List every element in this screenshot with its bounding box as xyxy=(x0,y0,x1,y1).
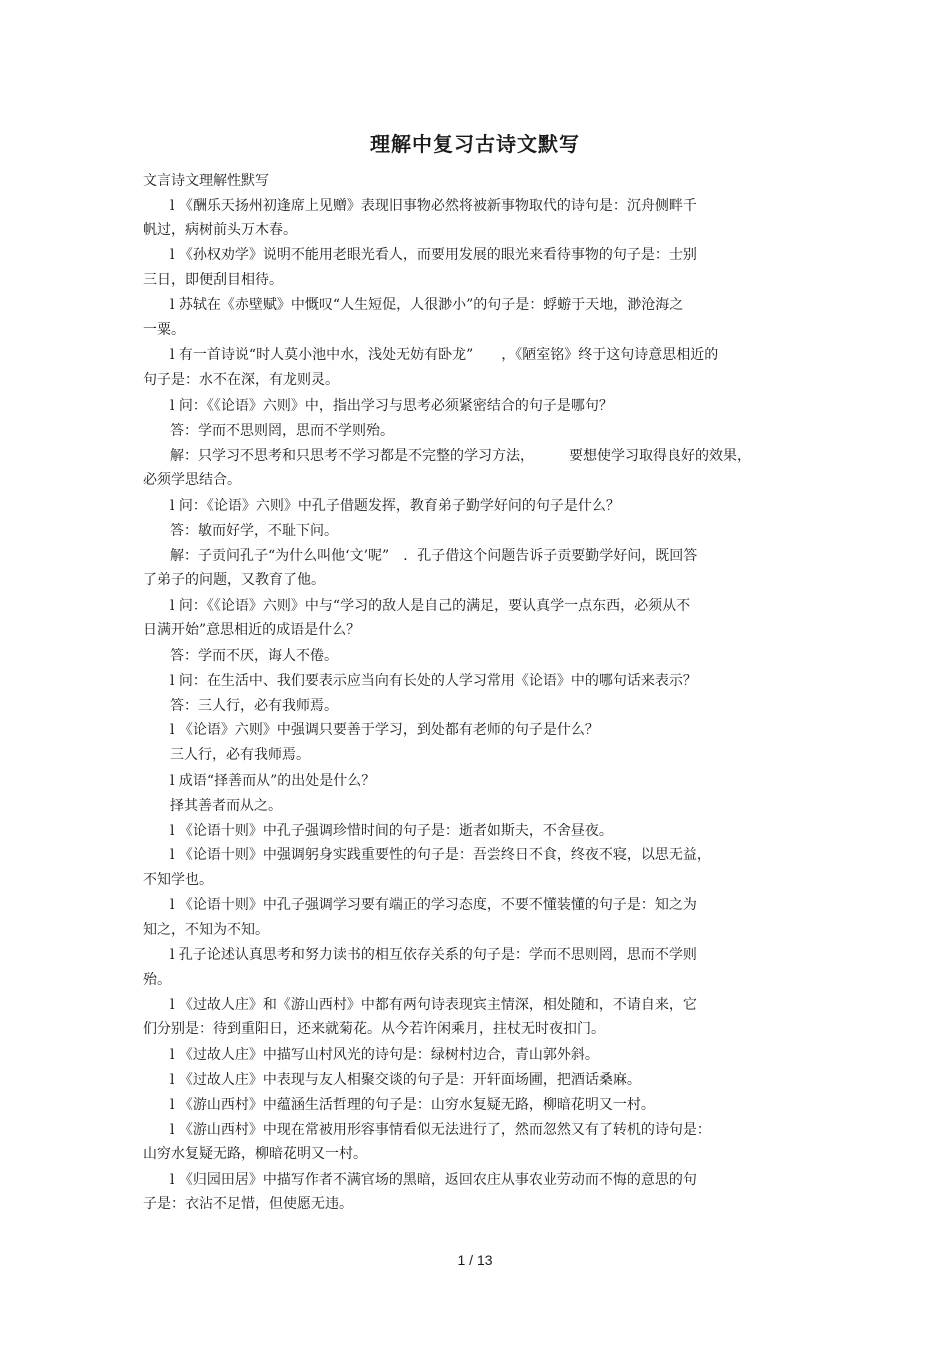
paragraph-line: 解：只学习不思考和只思考不学习都是不完整的学习方法， 要想使学习取得良好的效果， xyxy=(170,448,751,464)
paragraph-continuation: 句子是：水不在深，有龙则灵。 xyxy=(143,372,339,388)
paragraph-line: 解：子贡问孔子“为什么叫他‘文’呢” ．孔子借这个问题告诉子贡要勤学好问，既回答 xyxy=(170,548,698,564)
paragraph-line: l 《论语十则》中孔子强调学习要有端正的学习态度，不要不懂装懂的句子是：知之为 xyxy=(170,897,697,913)
paragraph-line: 三人行，必有我师焉。 xyxy=(170,747,310,763)
paragraph-line: l 《过故人庄》中表现与友人相聚交谈的句子是：开轩面场圃，把酒话桑麻。 xyxy=(170,1072,641,1088)
paragraph-line: 答：三人行，必有我师焉。 xyxy=(170,698,338,714)
paragraph-continuation: 必须学思结合。 xyxy=(143,472,241,488)
paragraph-line: l 《归园田居》中描写作者不满官场的黑暗，返回农庄从事农业劳动而不悔的意思的句 xyxy=(170,1172,697,1188)
paragraph-continuation: 子是：衣沾不足惜，但使愿无违。 xyxy=(143,1196,353,1212)
paragraph-line: l 问：在生活中、我们要表示应当向有长处的人学习常用《论语》中的哪句话来表示？ xyxy=(170,673,697,689)
page-title: 理解中复习古诗文默写 xyxy=(370,132,580,156)
paragraph-line: l 成语“择善而从”的出处是什么？ xyxy=(170,773,376,789)
paragraph-line: l 问：《论语》六则》中孔子借题发挥，教育弟子勤学好问的句子是什么？ xyxy=(170,498,620,514)
paragraph-continuation: 知之，不知为不知。 xyxy=(143,922,269,938)
paragraph-line: l 《游山西村》中蕴涵生活哲理的句子是：山穷水复疑无路，柳暗花明又一村。 xyxy=(170,1097,655,1113)
paragraph-continuation: 不知学也。 xyxy=(143,872,213,888)
section-heading: 文言诗文理解性默写 xyxy=(143,173,269,189)
paragraph-line: l 《过故人庄》和《游山西村》中都有两句诗表现宾主情深，相处随和，不请自来，它 xyxy=(170,997,697,1013)
paragraph-line: l 问：《《论语》六则》中与“学习的敌人是自己的满足，要认真学一点东西，必须从不 xyxy=(170,598,691,614)
paragraph-continuation: 帆过，病树前头万木春。 xyxy=(143,222,297,238)
paragraph-line: l 有一首诗说“时人莫小池中水，浅处无妨有卧龙” ，《陋室铭》终于这句诗意思相近的 xyxy=(170,347,719,363)
paragraph-line: l 《游山西村》中现在常被用形容事情看似无法进行了，然而忽然又有了转机的诗句是： xyxy=(170,1122,711,1138)
paragraph-line: 答：学而不厌，诲人不倦。 xyxy=(170,648,338,664)
paragraph-line: l 苏轼在《赤壁赋》中慨叹“人生短促，人很渺小”的句子是：蜉蝣于天地，渺沧海之 xyxy=(170,297,684,313)
paragraph-line: 答：敏而好学，不耻下问。 xyxy=(170,523,338,539)
paragraph-line: l 《论语》六则》中强调只要善于学习，到处都有老师的句子是什么？ xyxy=(170,722,599,738)
paragraph-continuation: 日满开始”意思相近的成语是什么？ xyxy=(143,622,361,638)
paragraph-line: l 《论语十则》中孔子强调珍惜时间的句子是：逝者如斯夫，不舍昼夜。 xyxy=(170,823,613,839)
paragraph-line: l 孔子论述认真思考和努力读书的相互依存关系的句子是：学而不思则罔，思而不学则 xyxy=(170,947,697,963)
paragraph-line: l 问：《《论语》六则》中，指出学习与思考必须紧密结合的句子是哪句？ xyxy=(170,398,613,414)
paragraph-continuation: 们分别是：待到重阳日，还来就菊花。从今若许闲乘月，拄杖无时夜扣门。 xyxy=(143,1021,605,1037)
page-number: 1 / 13 xyxy=(457,1252,493,1268)
paragraph-line: l 《论语十则》中强调躬身实践重要性的句子是：吾尝终日不食，终夜不寝，以思无益， xyxy=(170,847,711,863)
paragraph-line: l 《酬乐天扬州初逢席上见赠》表现旧事物必然将被新事物取代的诗句是：沉舟侧畔千 xyxy=(170,198,697,214)
paragraph-continuation: 一粟。 xyxy=(143,322,185,338)
paragraph-continuation: 了弟子的问题，又教育了他。 xyxy=(143,572,325,588)
paragraph-continuation: 山穷水复疑无路，柳暗花明又一村。 xyxy=(143,1146,367,1162)
paragraph-line: 答：学而不思则罔，思而不学则殆。 xyxy=(170,423,394,439)
paragraph-continuation: 殆。 xyxy=(143,972,171,988)
paragraph-line: l 《孙权劝学》说明不能用老眼光看人，而要用发展的眼光来看待事物的句子是：士别 xyxy=(170,247,697,263)
paragraph-line: 择其善者而从之。 xyxy=(170,798,282,814)
paragraph-continuation: 三日，即便刮目相待。 xyxy=(143,272,283,288)
paragraph-line: l 《过故人庄》中描写山村风光的诗句是：绿树村边合，青山郭外斜。 xyxy=(170,1047,599,1063)
